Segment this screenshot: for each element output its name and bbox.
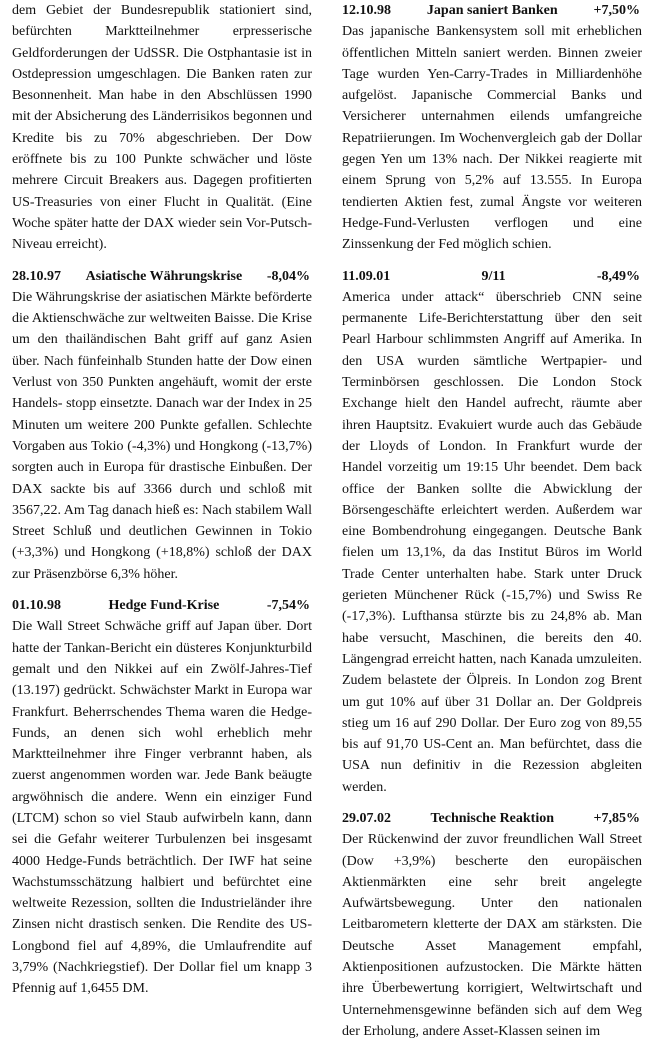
entry-text: Die Währungskrise der asiatischen Märkte beförderte die Aktienschwäche zur weltweiten Baisse. Die Krise um den thailändischen Baht griff auf ganz Asien über. Nach fünfeinhalb Stunden hatte der Dow einen Verlust von 350 Punkten angehäuft, womit der erste Handels- stopp einsetzte. Danach war der Index in 25 Minuten um weitere 200 Punkte gefallen. Schlechte Vorgaben aus Tokio (-4,3%) und Hongkong (-13,7%) sorgten auch in Europa für drastische Einbußen. Der DAX sackte bis auf 3366 durch und schloß mit 3567,22. Am Tag danach hieß es: Nach stabilem Wall Street Schluß und deutlichen Gewinnen in Tokio (+3,3%) und Hongkong (+18,8%) schloß der DAX zur Präsenzbörse 6,3% höher.: [12, 289, 312, 582]
entry-heading: [342, 808, 642, 829]
entry-text: Der Rückenwind der zuvor freundlichen Wall Street (Dow +3,9%) bescherte den europäischen Aktienmärkten eine sehr breit angelegte Aufwärtsbewegung. Unter den nationalen Leitbarometern kletterte der DAX am stärksten. Die Deutsche Asset Management empfahl, Aktienpositionen aufzustocken. Die Märkte hätten ihre Überbewertung korrigiert, Weltwirtschaft und Unternehmensgewinne befänden sich auf dem Weg der Erholung, andere Asset-Klassen seinen im: [342, 832, 642, 1039]
entry-change: -8,49%: [596, 268, 640, 284]
entry-text: Die Wall Street Schwäche griff auf Japan über. Dort hatte der Tankan-Bericht ein düsteres Konjunkturbild gemalt und den Nikkei auf ein Zwölf-Jahres-Tief (13.197) gedrückt. Schwächster Markt in Europa war Frankfurt. Beherrschendes Thema waren die Hedge-Funds, an denen sich wohl erheblich mehr Marktteilnehmer ihre Finger verbrannt haben, als zuerst angenommen worden war. Jede Bank beäugte argwöhnisch die andere. Wenn ein einziger Fund (LTCM) schon so viel Staub aufwirbeln kann, dann sei die Gefahr weiterer Turbulenzen bei insgesamt 4000 Hedge-Funds beträchtlich. Der IWF hat seine Wachstumsschätzung halbiert und befürchtet eine weltweite Rezession, sollten die Industrieländer ihre Zinsen nicht drastisch senken. Die Rendite des US-Longbond fiel auf 4,89%, die Umlaufrendite auf 3,79% (Nachkriegstief). Der Dollar fiel um knapp 3 Pfennig auf 1,6455 DM.: [12, 619, 312, 997]
entry-2002-07-29: [342, 808, 642, 1042]
entry-heading: [342, 266, 642, 287]
entry-text: America under attack“ überschrieb CNN seine permanente Life-Berichterstattung über den seit Pearl Harbour schlimmsten Angriff auf Amerika. In den USA wurden sämtliche Wertpapier- und Terminbörsen geschlossen. Die London Stock Exchange hielt den Handel aufrecht, räumte aber ihren Hauptsitz. Evakuiert wurde auch das Gebäude der Lloyds of London. In Frankfurt wurde der Handel vorzeitig um 19:15 Uhr beendet. Dem back office der Banken sollte die Abwicklung der Börsengeschäfte erleichtert werden. Außerdem war eine Bombendrohung eingegangen. Deutsche Bank fielen um 13,1%, da das Institut Büros im World Trade Center unterhalten habe. Stark unter Druck gerieten Münchener Rück (-15,7%) und Swiss Re (-17,3%). Lufthansa stürzte bis zu 24,8% ab. Man habe versucht, Maschinen, die bereits den 40. Längengrad erreicht hatten, nach Kanada umzuleiten. Zudem belastete der Ölpreis. In London zog Brent um gut 10% auf über 31 Dollar an. Der Goldpreis stieg um 16 auf 290 Dollar. Der Euro zog von 89,55 bis auf 91,70 US-Cent an. Man befürchtet, dass die USA nun definitiv in die Rezession abgleiten werden.: [342, 289, 642, 795]
entry-title: Hedge Fund-Krise: [108, 598, 220, 614]
entry-change: -7,54%: [266, 598, 310, 614]
entry-title: Asiatische Währungskrise: [85, 268, 243, 284]
entry-date: 01.10.98: [12, 598, 61, 614]
entry-text: dem Gebiet der Bundesrepublik stationiert sind, befürchten Marktteilnehmer erpresserische Geldforderungen der UdSSR. Die Ostphantasie ist in Ostdepression umgeschlagen. Die Banken raten zur Besonnenheit. Man habe in den Abschlüssen 1990 mit der Absicherung des Länderrisikos begonnen und Kredite bis zu 70% abgeschrieben. Der Dow eröffnete bis zu 100 Punkte schwächer und löste mehrere Circuit Breakers aus. Dagegen profitierten US-Treasuries von einer Flucht in Qualität. (Eine Woche später hatte der DAX wieder sein Vor-Putsch-Niveau erreicht).: [12, 3, 312, 253]
entry-title: Japan saniert Banken: [426, 3, 558, 18]
continued-entry: [12, 0, 312, 256]
entry-change: +7,50%: [593, 3, 640, 18]
entry-change: +7,85%: [593, 810, 640, 826]
entry-2001-09-11: [342, 266, 642, 798]
entry-heading: [12, 595, 312, 616]
entry-text: Das japanische Bankensystem soll mit erheblichen öffentlichen Mitteln saniert werden. Binnen zweier Tage wurden Yen-Carry-Trades in Milliardenhöhe aufgelöst. Japanische Commercial Banks und Versicherer unternahmen eilends umfangreiche Repatriierungen. Im Wochenvergleich gab der Dollar gegen Yen um 13% nach. Der Nikkei reagierte mit einem Sprung von 5,2% auf 13.555. In Europa tendierten Aktien fest, zumal Ängste vor weiteren Hedge-Fund-Verlusten verflogen und eine Zinssenkung der Fed möglich schien.: [342, 24, 642, 253]
right-column: [342, 0, 642, 1052]
entry-heading: [12, 266, 312, 287]
entry-date: 12.10.98: [342, 3, 391, 18]
entry-date: 11.09.01: [342, 268, 391, 284]
entry-title: 9/11: [481, 268, 506, 284]
left-column: [12, 0, 312, 1010]
entry-1998-10-12: [342, 0, 642, 256]
entry-change: -8,04%: [266, 268, 310, 284]
entry-title: Technische Reaktion: [430, 810, 555, 826]
entry-date: 28.10.97: [12, 268, 61, 284]
entry-heading: [342, 0, 642, 21]
entry-1997-10-28: [12, 266, 312, 585]
entry-date: 29.07.02: [342, 810, 391, 826]
